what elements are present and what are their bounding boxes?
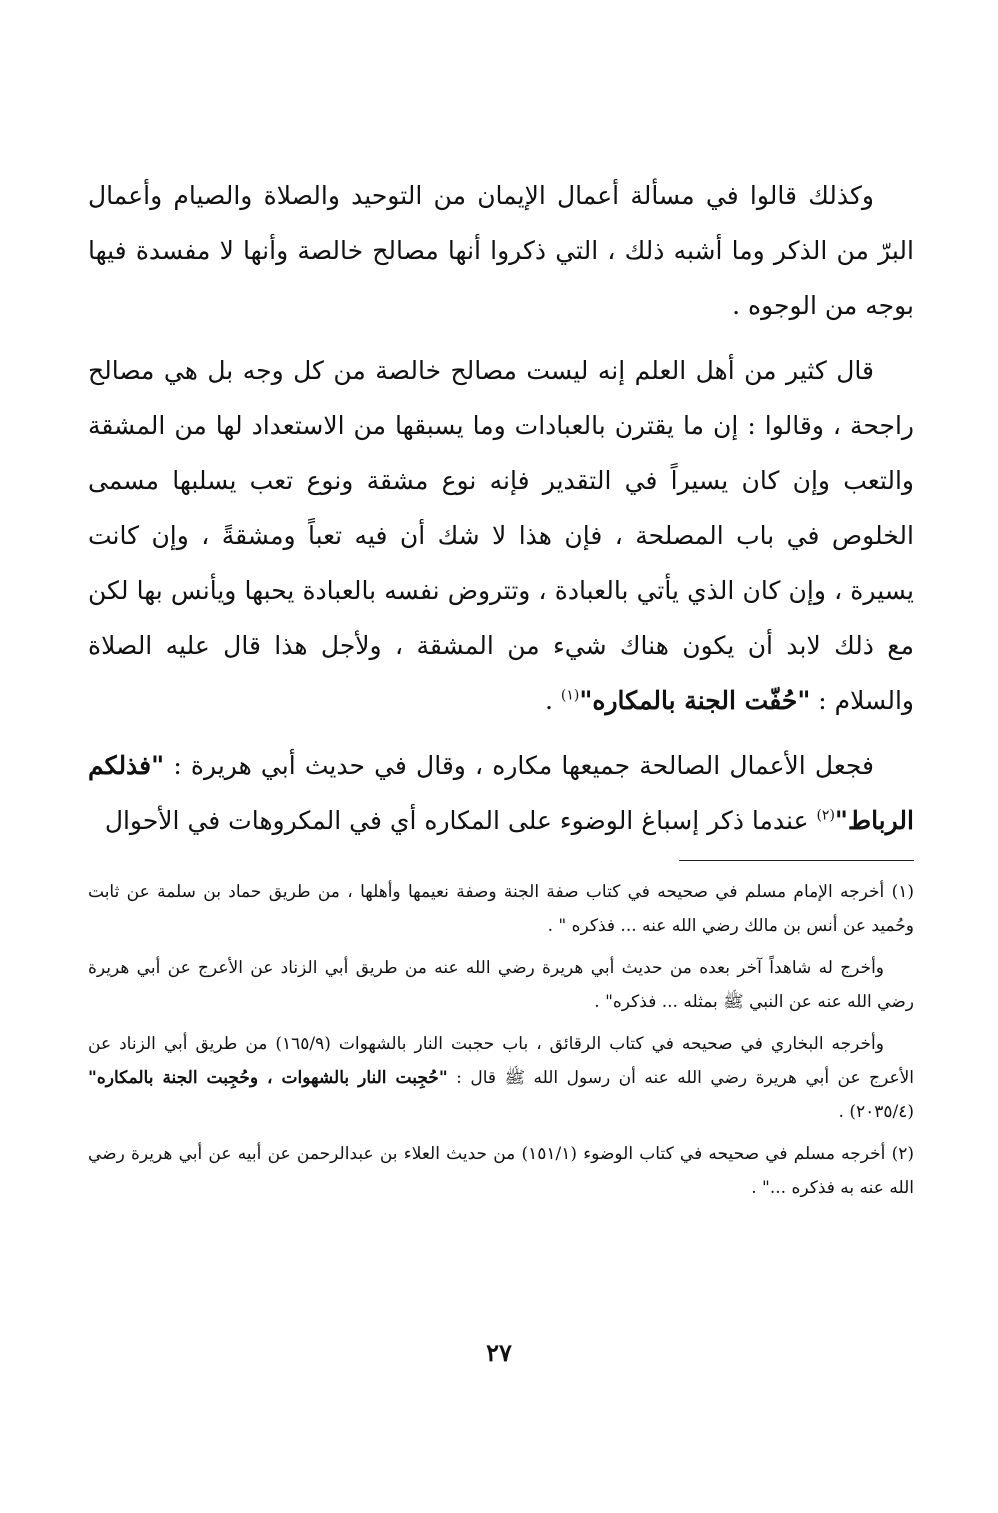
footnote-1-bukhari <box>88 1027 914 1129</box>
footnote-1-bukhari-text: وأخرجه البخاري في صحيحه في كتاب الرقائق ، باب حجبت النار بالشهوات (١٦٥/٩) من طريق أبي الزناد عن الأعرج عن أبي هريرة رضي الله عنه أن رسول الله ﷺ قال : <box>88 1034 915 1088</box>
footnote-1-text: (١) أخرجه الإمام مسلم في صحيحه في كتاب صفة الجنة وصفة نعيمها وأهلها ، من طريق حماد بن سلمة عن ثابت وحُميد عن أنس بن مالك رضي الله عنه ... فذكره " . <box>88 882 914 936</box>
paragraph-2 <box>88 343 914 728</box>
paragraph-2-end: . <box>544 686 561 715</box>
hadith-quote-2: "فذلكم الرباط" <box>88 751 914 835</box>
footnote-1-witness-text: وأخرج له شاهداً آخر بعده من حديث أبي هريرة رضي الله عنه من طريق أبي الزناد عن الأعرج عن أبي هريرة رضي الله عنه عن النبي ﷺ بمثله ... فذكره" . <box>88 958 914 1012</box>
paragraph-3 <box>88 738 914 848</box>
footnote-divider <box>679 860 914 861</box>
hadith-quote-1: "حُفّت الجنة بالمكاره" <box>579 686 811 715</box>
paragraph-1-text: وكذلك قالوا في مسألة أعمال الإيمان من التوحيد والصلاة والصيام وأعمال البرّ من الذكر وما أشبه ذلك ، التي ذكروا أنها مصالح خالصة وأنها لا مفسدة فيها بوجه من الوجوه . <box>88 181 914 320</box>
paragraph-3-text-1: فجعل الأعمال الصالحة جميعها مكاره ، وقال في حديث أبي هريرة : <box>173 751 874 780</box>
footnote-ref-1[interactable]: (١) <box>560 687 580 704</box>
footnote-2 <box>88 1137 914 1205</box>
page-body <box>88 168 914 1368</box>
footnote-1-witness <box>88 951 914 1019</box>
paragraph-1 <box>88 168 914 333</box>
footnote-2-text: (٢) أخرجه مسلم في صحيحه في كتاب الوضوء (١٥١/١) من حديث العلاء بن عبدالرحمن عن أبيه عن أبي هريرة رضي الله عنه به فذكره ..." . <box>88 1144 914 1198</box>
footnote-1-bukhari-quote: "حُجِبت النار بالشهوات ، وحُجِبت الجنة بالمكاره" <box>88 1068 448 1088</box>
paragraph-3-text-2: عندما ذكر إسباغ الوضوء على المكاره أي في المكروهات في الأحوال <box>104 806 809 835</box>
footnote-ref-2[interactable]: (٢) <box>816 807 835 824</box>
paragraph-2-text: قال كثير من أهل العلم إنه ليست مصالح خالصة من كل وجه بل هي مصالح راجحة ، وقالوا : إن ما يقترن بالعبادات وما يسبقها من الاستعداد لها من المشقة والتعب وإن كان يسيراً في التقدير فإنه نوع مشقة ونوع تعب يسلبها مسمى الخلوص في باب المصلحة ، فإن هذا لا شك أن فيه تعباً ومشقةً ، وإن كانت يسيرة ، وإن كان الذي يأتي بالعبادة ، وتتروض نفسه بالعبادة يحبها ويأنس بها لكن مع ذلك لابد أن يكون هناك شيء من المشقة ، ولأجل هذا قال عليه الصلاة والسلام : <box>88 356 914 715</box>
footnote-1 <box>88 875 914 943</box>
page-number: ٢٧ <box>486 1338 512 1367</box>
footnote-1-bukhari-end: (٢٠٣٥/٤) . <box>838 1102 914 1122</box>
